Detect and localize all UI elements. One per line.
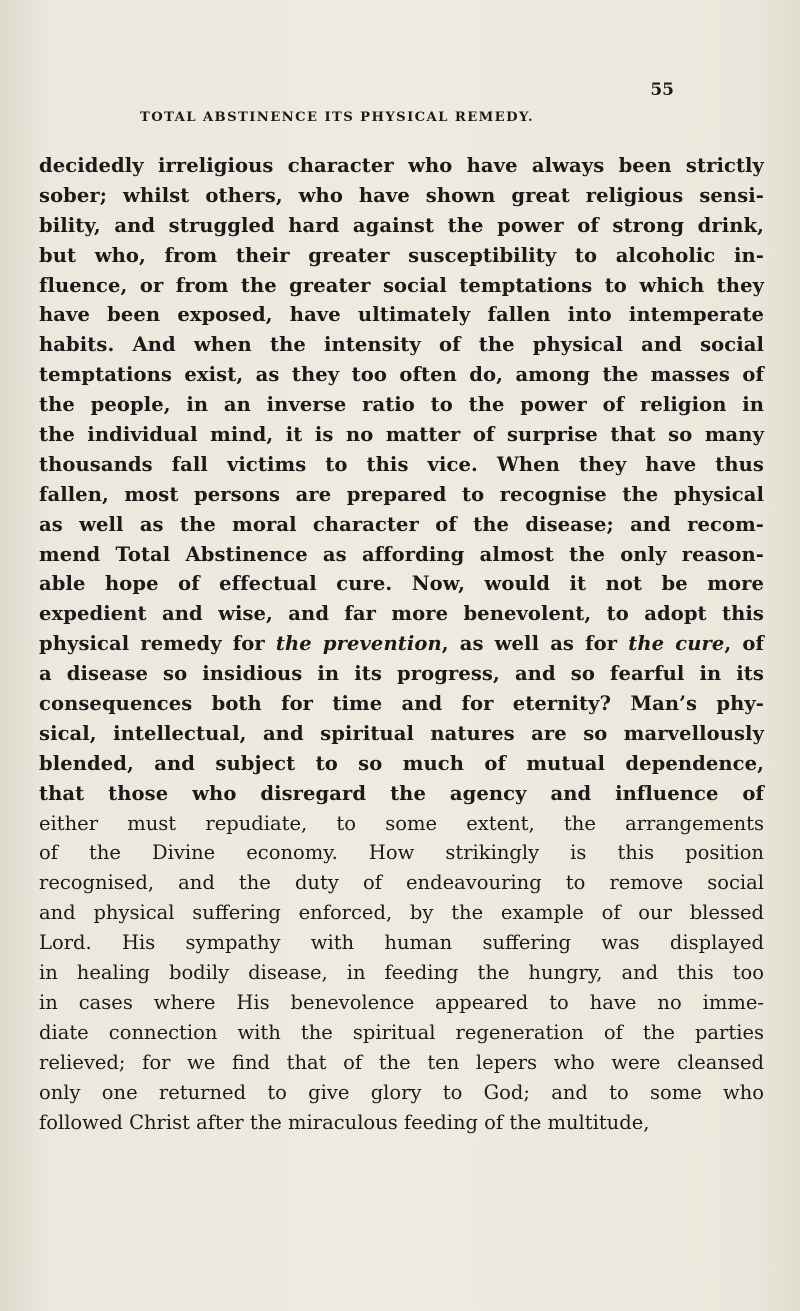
text-line: as well as the moral character of the disease; and recom- (39, 512, 764, 536)
text-line: able hope of effectual cure. Now, would it not be more (39, 572, 764, 596)
text-line: sical, intellectual, and spiritual natures are so marvellously (39, 721, 764, 745)
running-head (0, 80, 800, 140)
text-line: mend Total Abstinence as affording almost the only reason- (39, 542, 764, 566)
text-line: recognised, and the duty of endeavouring to remove social (39, 871, 764, 895)
text-line: followed Christ after the miraculous feeding of the multitude, (39, 1110, 650, 1134)
text-line: the people, in an inverse ratio to the power of religion in (39, 393, 764, 417)
text-line: and physical suffering enforced, by the example of our blessed (39, 901, 764, 925)
text-line: bility, and struggled hard against the power of strong drink, (39, 213, 764, 237)
text-line: have been exposed, have ultimately fallen into intemperate (39, 303, 764, 327)
running-title: TOTAL ABSTINENCE ITS PHYSICAL REMEDY. (140, 110, 535, 125)
text-line: thousands fall victims to this vice. When they have thus (39, 452, 764, 476)
text-line: consequences both for time and for eternity? Man’s phy- (39, 692, 764, 716)
text-line: of the Divine economy. How strikingly is this position (39, 841, 764, 865)
text-line: blended, and subject to so much of mutual dependence, (39, 751, 764, 775)
text-line: fallen, most persons are prepared to recognise the physical (39, 482, 764, 506)
text-line: decidedly irreligious character who have always been strictly (39, 154, 764, 177)
text-line: only one returned to give glory to God; and to some who (39, 1080, 764, 1104)
body-text (39, 151, 764, 1137)
text-line: temptations exist, as they too often do, among the masses of (39, 363, 764, 387)
text-line: physical remedy for the prevention, as well as for the cure, of (39, 632, 764, 656)
text-line: fluence, or from the greater social temptations to which they (39, 273, 764, 297)
text-line: the individual mind, it is no matter of surprise that so many (39, 423, 764, 447)
text-line: but who, from their greater susceptibility to alcoholic in- (39, 243, 764, 267)
text-line: relieved; for we find that of the ten lepers who were cleansed (39, 1050, 764, 1074)
text-line: expedient and wise, and far more benevolent, to adopt this (39, 602, 764, 626)
text-line: a disease so insidious in its progress, and so fearful in its (39, 662, 764, 686)
text-line: in healing bodily disease, in feeding the hungry, and this too (39, 961, 764, 985)
text-line: that those who disregard the agency and influence of (39, 781, 764, 805)
page-number: 55 (650, 80, 674, 100)
text-line: diate connection with the spiritual regeneration of the parties (39, 1020, 764, 1044)
text-line: either must repudiate, to some extent, the arrangements (39, 811, 764, 835)
text-line: in cases where His benevolence appeared to have no imme- (39, 990, 764, 1014)
text-line: Lord. His sympathy with human suffering was displayed (39, 931, 764, 955)
text-line: habits. And when the intensity of the physical and social (39, 333, 764, 357)
text-line: sober; whilst others, who have shown great religious sensi- (39, 183, 764, 207)
